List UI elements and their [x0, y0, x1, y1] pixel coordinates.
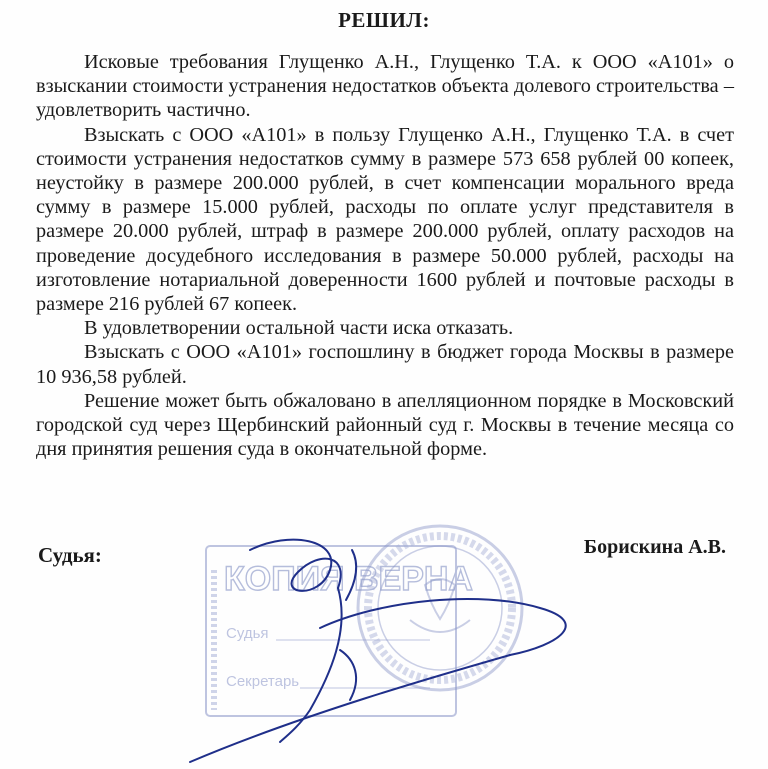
stamp-secretary-field: Секретарь — [226, 673, 300, 690]
decision-heading: РЕШИЛ: — [338, 8, 430, 32]
paragraph-state-fee: Взыскать с ООО «А101» госпошлину в бюджет города Москвы в размере 10 936,58 рублей. — [36, 341, 734, 388]
paragraph-appeal: Решение может быть обжаловано в апелляционном порядке в Московский городской суд через Щербинский районный суд г. Москвы в течение месяца со дня принятия решения суда в окончательной форме. — [36, 389, 734, 461]
judge-label: Судья: — [38, 543, 102, 567]
paragraph-claims: Исковые требования Глущенко А.Н., Глущенко Т.А. к ООО «А101» о взыскании стоимости устранения недостатков объекта долевого строительства – удовлетворить частично. — [36, 51, 734, 122]
paragraph-recover: Взыскать с ООО «А101» в пользу Глущенко А.Н., Глущенко Т.А. в счет стоимости устранения недостатков сумму в размере 573 658 рублей 00 копеек, неустойку в размере 200.000 рублей, в счет компенсации морального вреда сумму в размере 15.000 рублей, расходы по оплате услуг представителя в размере 20.000 рублей, штраф в размере 200.000 рублей, оплату расходов на проведение досудебного исследования в размере 50.000 рублей, расходы на изготовление нотариальной доверенности 1600 рублей и почтовые расходы в размере 216 рублей 67 копеек. — [36, 123, 734, 316]
stamp-title: КОПИЯ ВЕРНА — [224, 560, 473, 598]
decision-body — [36, 50, 734, 461]
judge-name: Борискина А.В. — [583, 536, 726, 558]
stamp-judge-field: Судья — [226, 625, 269, 642]
paragraph-refuse: В удовлетворении остальной части иска отказать. — [84, 317, 514, 340]
